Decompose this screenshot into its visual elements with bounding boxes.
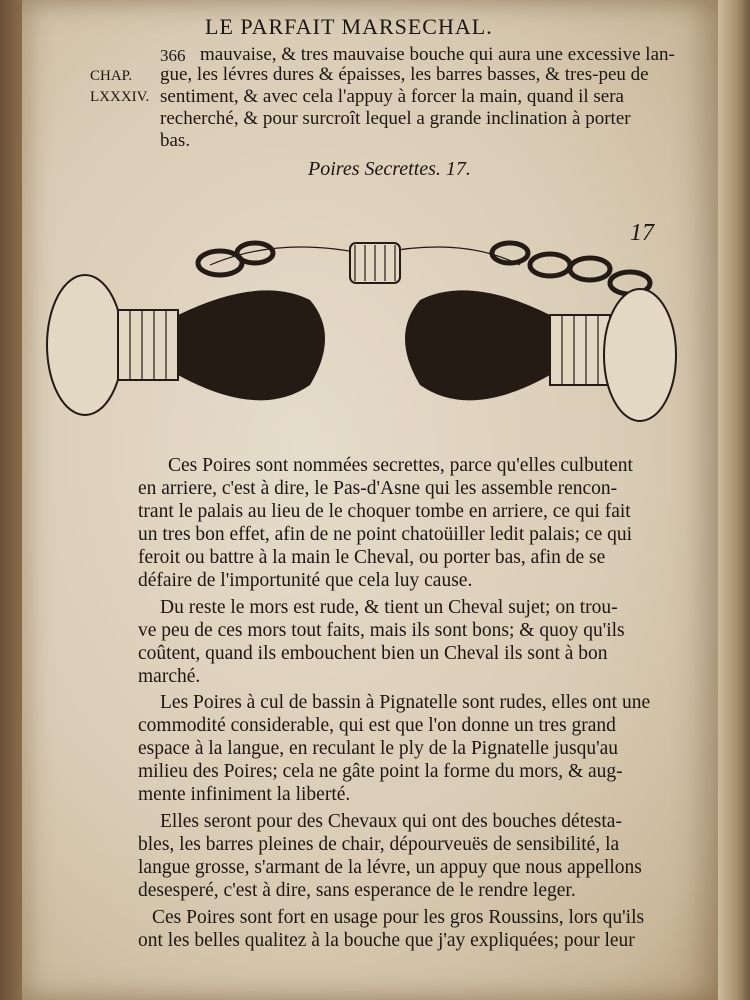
text-line: commodité considerable, qui est que l'on donne un tres grand [138,715,616,736]
curb-bit-icon [40,225,690,435]
text-line: en arriere, c'est à dire, le Pas-d'Asne qui les assemble rencon- [138,478,618,499]
text-line: un tres bon effet, afin de ne point chatoüiller ledit palais; ce qui [138,524,633,545]
text-line: espace à la langue, en reculant le ply de la Pignatelle jusqu'au [138,738,618,759]
page-edge [718,0,750,1000]
margin-note-num: LXXXIV. [90,89,150,105]
figure-number: 17 [630,220,654,246]
text-line: feroit ou battre à la main le Cheval, ou porter bas, afin de se [138,547,606,568]
text-line: défaire de l'importunité que cela luy cause. [138,570,473,591]
intro-line: mauvaise, & tres mauvaise bouche qui aura une excessive lan- [200,44,675,65]
page-number: 366 [160,46,186,65]
text-line: ont les belles qualitez à la bouche que j'ay expliquées; pour leur [138,930,635,951]
text-line: Ces Poires sont nommées secrettes, parce qu'elles culbutent [168,455,633,476]
margin-note-chap: CHAP. [90,68,133,84]
intro-line: sentiment, & avec cela l'appuy à forcer la main, quand il sera [160,86,624,107]
intro-line: bas. [160,130,191,151]
figure-caption: Poires Secrettes. 17. [308,158,471,180]
running-head: LE PARFAIT MARSECHAL. [205,14,493,39]
intro-line: recherché, & pour surcroît lequel a grande inclination à porter [160,108,631,129]
text-line: langue grosse, s'armant de la lévre, un appuy que nous appellons [138,857,642,878]
text-line: marché. [138,666,201,687]
text-line: desesperé, c'est à dire, sans esperance de le rendre leger. [138,880,576,901]
text-line: coûtent, quand ils embouchent bien un Cheval ils sont à bon [138,643,608,664]
text-line: milieu des Poires; cela ne gâte point la forme du mors, & aug- [138,761,623,782]
text-line: Du reste le mors est rude, & tient un Cheval sujet; on trou- [160,597,618,618]
intro-line: gue, les lévres dures & épaisses, les barres basses, & tres-peu de [160,64,649,85]
text-line: Elles seront pour des Chevaux qui ont des bouches détesta- [160,811,622,832]
text-line: Les Poires à cul de bassin à Pignatelle sont rudes, elles ont une [160,692,651,713]
text-line: trant le palais au lieu de le choquer tombe en arriere, ce qui fait [138,501,631,522]
text-line: bles, les barres pleines de chair, dépourveuës de sensibilité, la [138,834,620,855]
text-line: mente infiniment la liberté. [138,784,351,805]
text-line: Ces Poires sont fort en usage pour les gros Roussins, lors qu'ils [152,907,645,928]
text-line: ve peu de ces mors tout faits, mais ils sont bons; & quoy qu'ils [138,620,625,641]
